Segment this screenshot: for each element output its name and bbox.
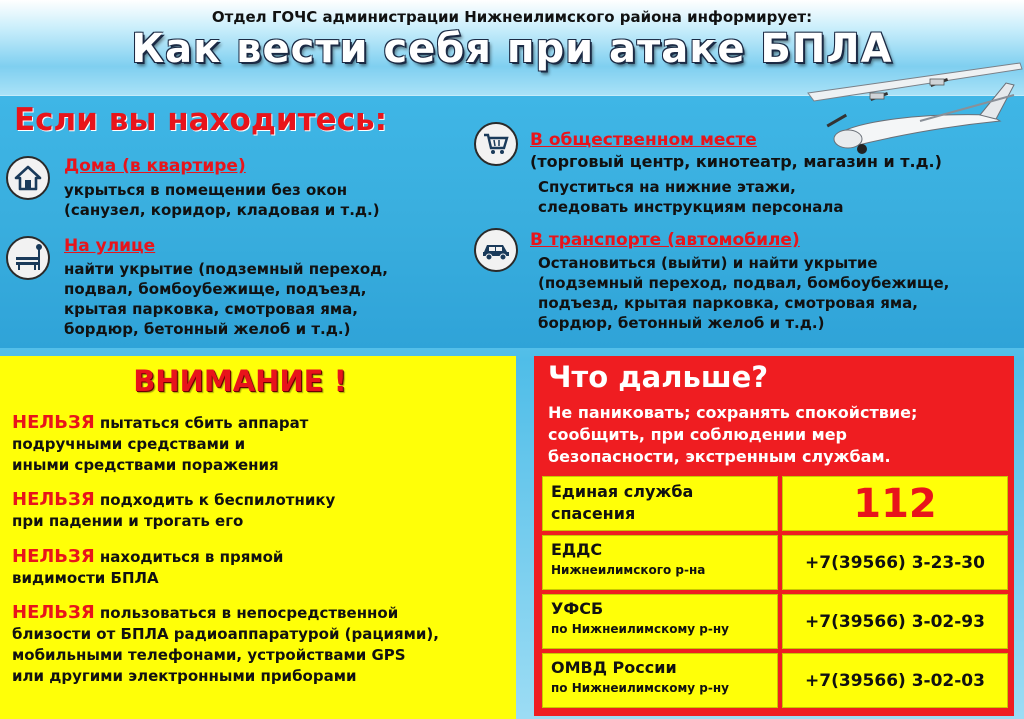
bench-icon xyxy=(6,236,50,280)
transport-label: В транспорте (автомобиле) xyxy=(530,230,800,250)
public-sub: (торговый центр, кинотеатр, магазин и т.д.) xyxy=(530,152,942,171)
car-icon xyxy=(474,228,518,272)
street-text-line: подвал, бомбоубежище, подъезд, xyxy=(64,280,367,298)
page-title: Как вести себя при атаке БПЛА xyxy=(131,26,893,72)
public-text-line: следовать инструкциям персонала xyxy=(538,198,844,216)
contact-name-line: спасения xyxy=(551,504,636,523)
contact-name xyxy=(542,653,778,708)
rule-first-line: пользоваться в непосредственной xyxy=(94,604,399,622)
transport-text-line: (подземный переход, подвал, бомбоубежище, xyxy=(538,274,950,292)
rule-line: иными средствами поражения xyxy=(12,456,279,474)
rule-line: близости от БПЛА радиоаппаратурой (рациями), xyxy=(12,625,439,643)
rule-item xyxy=(12,602,439,687)
contact-number[interactable]: 112 xyxy=(782,476,1008,531)
next-text-line: сообщить, при соблюдении мер xyxy=(548,425,847,444)
rule-line: мобильными телефонами, устройствами GPS xyxy=(12,646,406,664)
home-text-line: укрыться в помещении без окон xyxy=(64,181,348,199)
contact-name-line: УФСБ xyxy=(551,599,604,618)
street-text xyxy=(64,259,388,339)
contact-name-sub: по Нижнеилимскому р-ну xyxy=(551,622,729,636)
street-text-line: найти укрытие (подземный переход, xyxy=(64,260,388,278)
transport-text xyxy=(538,253,949,333)
rule-prohibit: НЕЛЬЗЯ xyxy=(12,602,95,623)
next-text-line: безопасности, экстренным службам. xyxy=(548,447,891,466)
rule-line: подручными средствами и xyxy=(12,435,246,453)
street-label: На улице xyxy=(64,236,156,256)
public-text xyxy=(538,177,843,217)
contact-name-sub: по Нижнеилимскому р-ну xyxy=(551,681,729,695)
rule-first-line: подходить к беспилотнику xyxy=(94,491,336,509)
contact-name xyxy=(542,535,778,590)
rule-item xyxy=(12,412,308,476)
rule-line: при падении и трогать его xyxy=(12,512,244,530)
contact-name-line: Единая служба xyxy=(551,482,694,501)
attention-title: ВНИМАНИЕ ! xyxy=(133,364,347,398)
street-text-line: бордюр, бетонный желоб и т.д.) xyxy=(64,320,351,338)
street-text-line: крытая парковка, смотровая яма, xyxy=(64,300,358,318)
rule-line: или другими электронными приборами xyxy=(12,667,357,685)
public-label: В общественном месте xyxy=(530,130,757,150)
transport-text-line: бордюр, бетонный желоб и т.д.) xyxy=(538,314,825,332)
rule-item xyxy=(12,489,335,532)
situations-heading: Если вы находитесь: xyxy=(14,102,387,138)
house-icon xyxy=(6,156,50,200)
contact-row xyxy=(542,594,1008,649)
next-title: Что дальше? xyxy=(548,360,769,394)
contact-name-line: ЕДДС xyxy=(551,540,603,559)
transport-text-line: Остановиться (выйти) и найти укрытие xyxy=(538,254,878,272)
page-subtitle: Отдел ГОЧС администрации Нижнеилимского района информирует: xyxy=(211,8,813,26)
next-text-line: Не паниковать; сохранять спокойствие; xyxy=(548,403,918,422)
drone-illustration xyxy=(800,55,1024,165)
rule-prohibit: НЕЛЬЗЯ xyxy=(12,546,95,567)
home-label: Дома (в квартире) xyxy=(64,156,246,176)
public-text-line: Спуститься на нижние этажи, xyxy=(538,178,796,196)
contact-name-sub: Нижнеилимского р-на xyxy=(551,563,706,577)
rule-item xyxy=(12,546,283,589)
contact-number[interactable]: +7(39566) 3-02-03 xyxy=(782,653,1008,708)
rule-line: видимости БПЛА xyxy=(12,569,159,587)
contact-name xyxy=(542,476,778,531)
contact-name xyxy=(542,594,778,649)
contact-number[interactable]: +7(39566) 3-23-30 xyxy=(782,535,1008,590)
next-text xyxy=(548,402,917,468)
transport-text-line: подъезд, крытая парковка, смотровая яма, xyxy=(538,294,918,312)
rule-prohibit: НЕЛЬЗЯ xyxy=(12,412,95,433)
rule-prohibit: НЕЛЬЗЯ xyxy=(12,489,95,510)
home-text xyxy=(64,180,380,220)
contact-name-line: ОМВД России xyxy=(551,658,677,677)
home-text-line: (санузел, коридор, кладовая и т.д.) xyxy=(64,201,380,219)
rule-first-line: пытаться сбить аппарат xyxy=(94,414,309,432)
contact-row xyxy=(542,535,1008,590)
contact-row xyxy=(542,653,1008,708)
contact-row xyxy=(542,476,1008,531)
rule-first-line: находиться в прямой xyxy=(94,548,284,566)
shopping-cart-icon xyxy=(474,122,518,166)
contact-number[interactable]: +7(39566) 3-02-93 xyxy=(782,594,1008,649)
